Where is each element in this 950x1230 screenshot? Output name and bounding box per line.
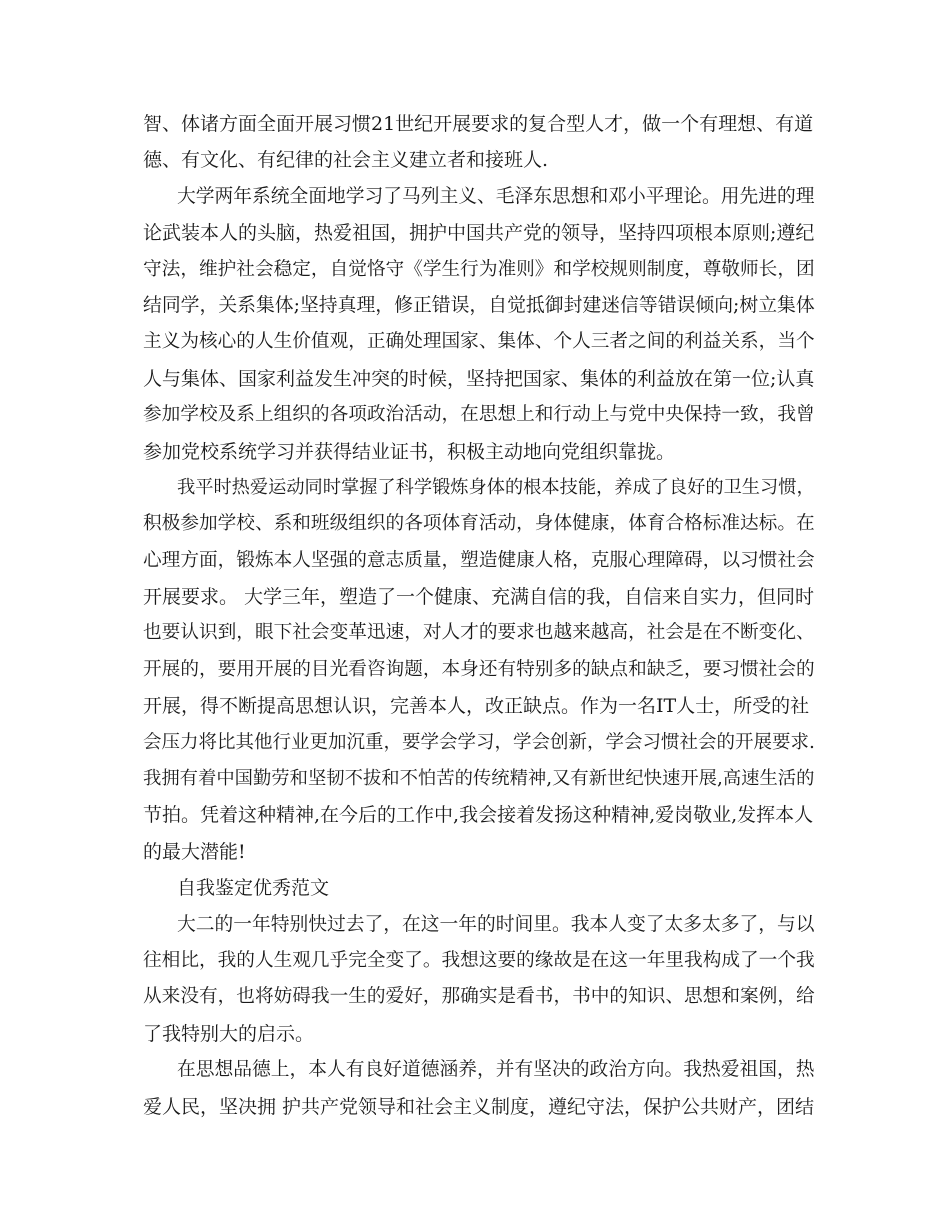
text-line: 节拍。凭着这种精神,在今后的工作中,我会接着发扬这种精神,爱岗敬业,发挥本人 xyxy=(143,804,814,827)
text-line: 爱人民，坚决拥 护共产党领导和社会主义制度，遵纪守法，保护公共财产，团结 xyxy=(143,1095,815,1118)
text-line: 也要认识到，眼下社会变革迅速，对人才的要求也越来越高，社会是在不断变化、 xyxy=(143,622,815,644)
text-line: 人与集体、国家利益发生冲突的时候，坚持把国家、集体的利益放在第一位;认真 xyxy=(143,367,815,390)
text-line: 在思想品德上，本人有良好道德涵养，并有坚决的政治方向。我热爱祖国，热 xyxy=(177,1059,815,1081)
text-line: 参加学校及系上组织的各项政治活动，在思想上和行动上与党中央保持一致，我曾 xyxy=(143,404,815,426)
text-line: 开展要求。 大学三年，塑造了一个健康、充满自信的我，自信来自实力，但同时 xyxy=(143,586,815,609)
text-line: 我拥有着中国勤劳和坚韧不拔和不怕苦的传统精神,又有新世纪快速开展,高速生活的 xyxy=(143,768,815,790)
text-line: 开展，得不断提高思想认识，完善本人，改正缺点。作为一名IT人士，所受的社 xyxy=(143,695,810,718)
text-line: 守法，维护社会稳定，自觉恪守《学生行为准则》和学校规则制度，尊敬师长，团 xyxy=(143,258,815,280)
text-line: 往相比，我的人生观几乎完全变了。我想这要的缘故是在这一年里我构成了一个我 xyxy=(143,949,815,971)
text-line: 从来没有，也将妨碍我一生的爱好，那确实是看书，书中的知识、思想和案例，给 xyxy=(143,986,815,1008)
text-line: 智、体诸方面全面开展习惯21世纪开展要求的复合型人才，做一个有理想、有道 xyxy=(143,113,814,135)
text-line: 结同学，关系集体;坚持真理，修正错误，自觉抵御封建迷信等错误倾向;树立集体 xyxy=(143,294,815,316)
text-line: 会压力将比其他行业更加沉重，要学会学习，学会创新，学会习惯社会的开展要求. xyxy=(143,731,815,753)
document-body xyxy=(143,106,815,1125)
text-line: 自我鉴定优秀范文 xyxy=(177,877,330,900)
text-line: 了我特别大的启示。 xyxy=(143,1022,315,1045)
text-line: 主义为核心的人生价值观，正确处理国家、集体、个人三者之间的利益关系，当个 xyxy=(143,331,815,353)
text-line: 大二的一年特别快过去了，在这一年的时间里。我本人变了太多太多了，与以 xyxy=(177,913,815,935)
text-line: 积极参加学校、系和班级组织的各项体育活动，身体健康，体育合格标准达标。在 xyxy=(143,513,815,535)
text-line: 大学两年系统全面地学习了马列主义、毛泽东思想和邓小平理论。用先进的理 xyxy=(177,185,815,207)
text-line: 德、有文化、有纪律的社会主义建立者和接班人. xyxy=(143,149,549,172)
text-line: 开展的，要用开展的目光看咨询题，本身还有特别多的缺点和缺乏，要习惯社会的 xyxy=(143,658,815,680)
text-line: 的最大潜能! xyxy=(143,840,246,863)
text-line: 我平时热爱运动同时掌握了科学锻炼身体的根本技能，养成了良好的卫生习惯， xyxy=(177,476,815,498)
text-line: 参加党校系统学习并获得结业证书，积极主动地向党组织靠拢。 xyxy=(143,440,676,463)
text-line: 论武装本人的头脑，热爱祖国，拥护中国共产党的领导，坚持四项根本原则;遵纪 xyxy=(143,222,815,245)
text-line: 心理方面，锻炼本人坚强的意志质量，塑造健康人格，克服心理障碍，以习惯社会 xyxy=(143,549,815,571)
